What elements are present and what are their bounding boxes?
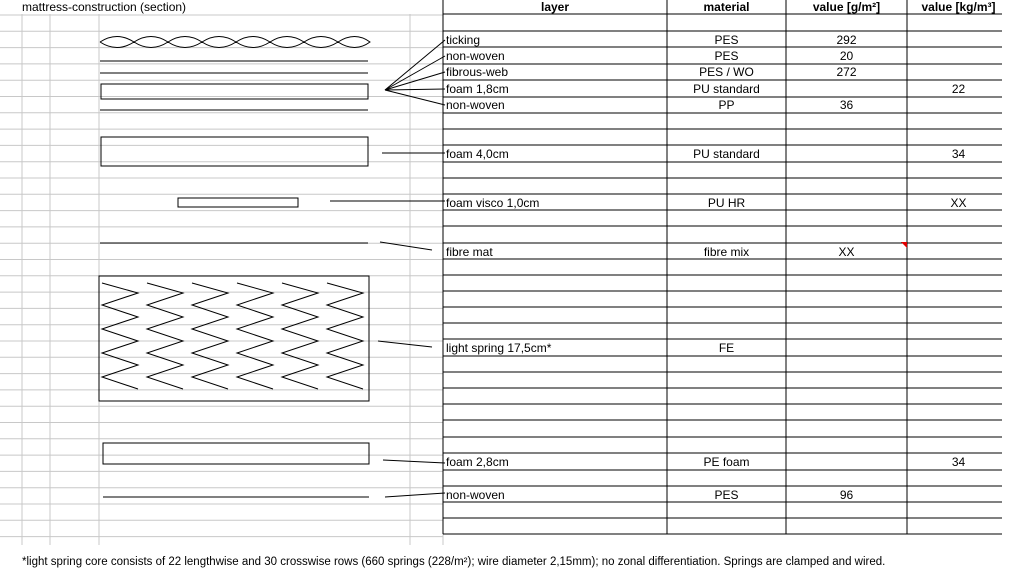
value-gm2-cell: XX xyxy=(838,245,855,259)
leader-line xyxy=(385,90,445,105)
value-gm2-cell: 36 xyxy=(839,98,854,112)
visco-block xyxy=(178,198,298,207)
layer-sketch xyxy=(99,37,445,498)
value-gm2-cell: 292 xyxy=(836,33,857,47)
header-layer: layer xyxy=(540,0,570,14)
layer-cell: non-woven xyxy=(446,488,505,502)
layer-cell: light spring 17,5cm* xyxy=(446,341,552,355)
grid-lines xyxy=(0,14,443,545)
layer-cell: ticking xyxy=(446,33,481,47)
leader-line xyxy=(385,72,445,90)
material-cell: PE foam xyxy=(703,455,750,469)
material-cell: FE xyxy=(718,341,735,355)
leader-line xyxy=(383,460,445,463)
layer-cell: foam visco 1,0cm xyxy=(446,196,540,210)
value-gm2-cell: 96 xyxy=(839,488,854,502)
material-cell: PES xyxy=(714,488,739,502)
material-cell: PU standard xyxy=(693,147,760,161)
footnote: *light spring core consists of 22 lengthwise and 30 crosswise rows (660 springs (228/m²); wire diameter 2,15mm); no zonal differentiation. Springs are clamped and wired. xyxy=(22,556,886,568)
leader-line xyxy=(378,341,432,347)
sheet-title: mattress-construction (section) xyxy=(22,0,187,14)
value-kgm3-cell: 34 xyxy=(951,455,966,469)
foam-2-8-block xyxy=(103,443,369,464)
material-cell: PES / WO xyxy=(699,65,754,79)
material-cell: PES xyxy=(714,33,739,47)
layer-cell: non-woven xyxy=(446,98,505,112)
layer-cell: fibrous-web xyxy=(446,65,509,79)
material-cell: PU HR xyxy=(707,196,746,210)
value-gm2-cell: 20 xyxy=(839,49,854,63)
material-cell: fibre mix xyxy=(703,245,750,259)
material-cell: PES xyxy=(714,49,739,63)
material-cell: PU standard xyxy=(693,82,760,96)
header-value-kgm3: value [kg/m³] xyxy=(921,0,996,14)
spring-core-block xyxy=(99,276,369,401)
leader-line xyxy=(385,89,445,90)
value-kgm3-cell: XX xyxy=(950,196,967,210)
value-kgm3-cell: 34 xyxy=(951,147,966,161)
header-material: material xyxy=(703,0,750,14)
header-value-gm2: value [g/m²] xyxy=(812,0,881,14)
leader-line xyxy=(385,493,445,497)
value-gm2-cell: 272 xyxy=(836,65,857,79)
layer-cell: foam 4,0cm xyxy=(446,147,509,161)
value-kgm3-cell: 22 xyxy=(951,82,966,96)
material-cell: PP xyxy=(718,98,735,112)
layer-cell: foam 2,8cm xyxy=(446,455,509,469)
layer-cell: fibre mat xyxy=(446,245,493,259)
leader-line xyxy=(385,56,445,90)
layer-cell: non-woven xyxy=(446,49,505,63)
layer-cell: foam 1,8cm xyxy=(446,82,509,96)
ticking-wave-icon xyxy=(100,37,370,48)
table-borders xyxy=(443,0,1002,534)
